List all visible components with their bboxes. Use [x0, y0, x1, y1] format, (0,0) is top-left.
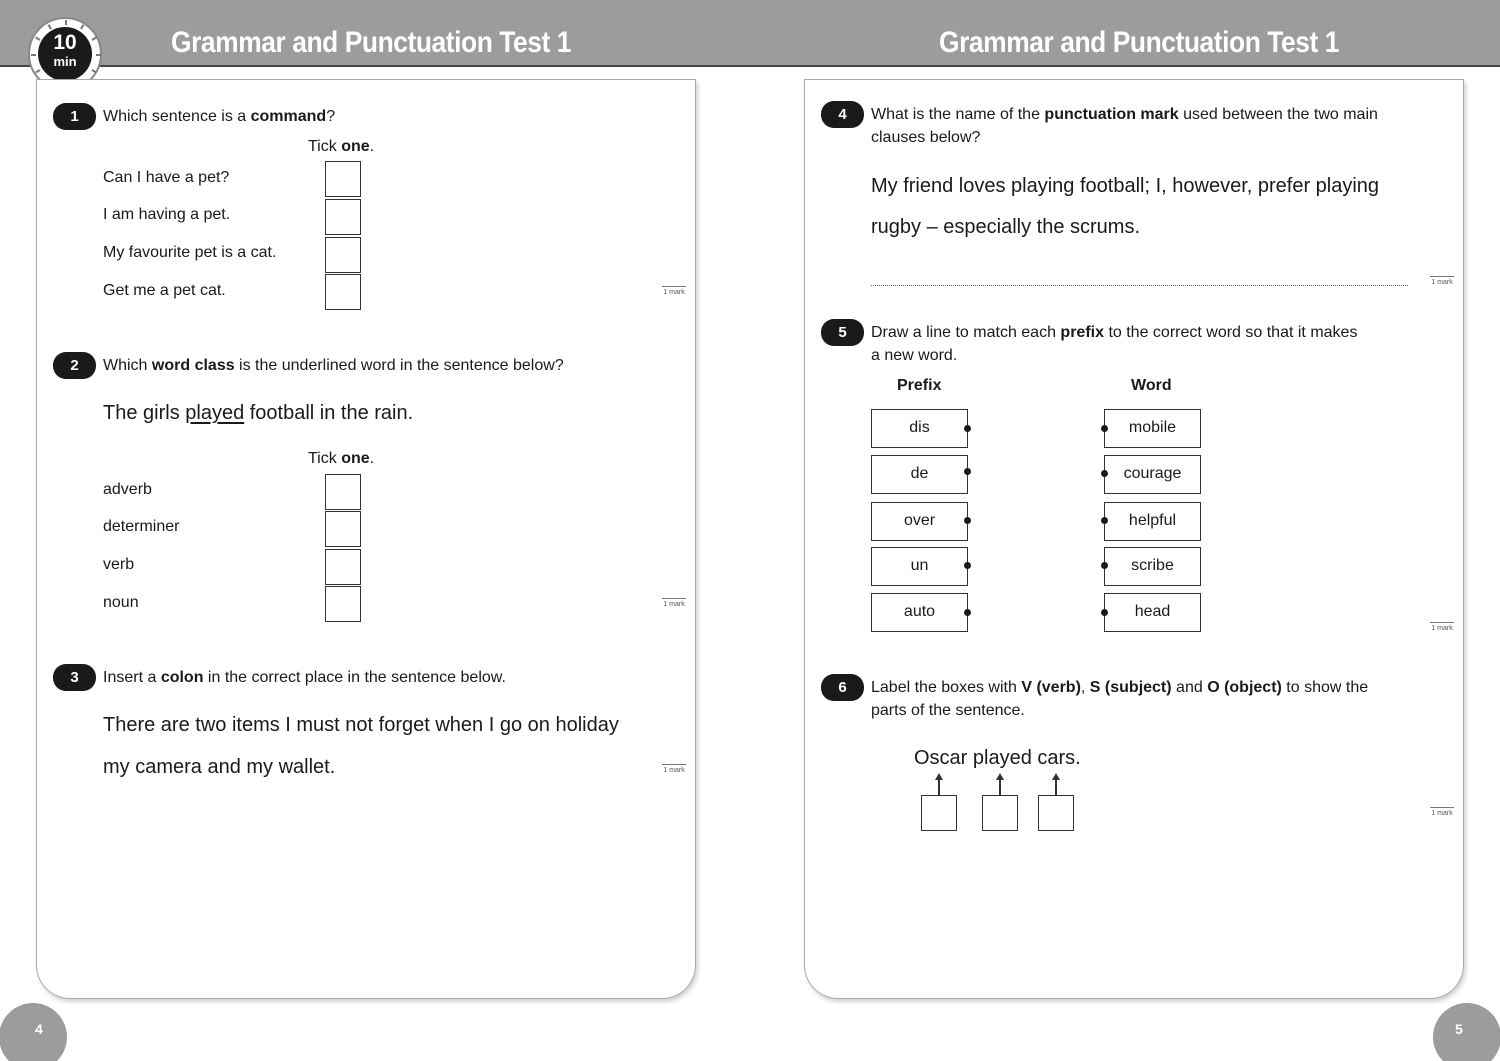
- prefix-box: over: [871, 502, 968, 541]
- page-title-right: Grammar and Punctuation Test 1: [939, 26, 1340, 59]
- question-2-tick-instruction: Tick one.: [308, 450, 375, 467]
- question-2-option-label: determiner: [103, 518, 180, 535]
- prefix-column-heading: Prefix: [897, 377, 942, 394]
- question-1-checkbox[interactable]: [325, 274, 361, 310]
- question-2-sentence: The girls played football in the rain.: [103, 402, 414, 424]
- question-5-number: 5: [821, 319, 864, 346]
- question-2-mark: 1 mark: [662, 598, 686, 608]
- question-5-prompt: Draw a line to match each prefix to the correct word so that it makes: [871, 324, 1358, 341]
- question-1-option-label: My favourite pet is a cat.: [103, 244, 277, 261]
- word-connector-dot[interactable]: [1101, 562, 1108, 569]
- prefix-connector-dot[interactable]: [964, 562, 971, 569]
- question-1-option-label: Get me a pet cat.: [103, 282, 226, 299]
- label-box-object[interactable]: [1038, 795, 1074, 831]
- question-2-checkbox[interactable]: [325, 549, 361, 585]
- question-3-sentence-line-2[interactable]: my camera and my wallet.: [103, 756, 336, 778]
- question-1-tick-instruction: Tick one.: [308, 138, 375, 155]
- question-3-sentence-line-1[interactable]: There are two items I must not forget when I go on holiday: [103, 714, 619, 736]
- word-box: courage: [1104, 455, 1201, 494]
- question-3-number: 3: [53, 664, 96, 691]
- question-1-checkbox[interactable]: [325, 161, 361, 197]
- question-3-mark: 1 mark: [662, 764, 686, 774]
- question-1-checkbox[interactable]: [325, 199, 361, 235]
- label-box-verb[interactable]: [982, 795, 1018, 831]
- question-1-checkbox[interactable]: [325, 237, 361, 273]
- word-box: head: [1104, 593, 1201, 632]
- timer-unit: min: [53, 54, 77, 69]
- page-number-right: 5: [1433, 1003, 1500, 1061]
- question-5-mark: 1 mark: [1430, 622, 1454, 632]
- arrow-stem: [999, 779, 1001, 795]
- question-4-prompt: What is the name of the punctuation mark used between the two main: [871, 106, 1378, 123]
- question-5-prompt-line-2: a new word.: [871, 347, 958, 364]
- question-4-prompt-line-2: clauses below?: [871, 129, 981, 146]
- page-number-left: 4: [0, 1003, 67, 1061]
- prefix-connector-dot[interactable]: [964, 609, 971, 616]
- question-6-sentence: Oscar played cars.: [914, 747, 1081, 769]
- underlined-word: played: [185, 402, 245, 424]
- question-1-option-label: Can I have a pet?: [103, 169, 230, 186]
- prefix-box: dis: [871, 409, 968, 448]
- prefix-box: auto: [871, 593, 968, 632]
- question-1-number: 1: [53, 103, 96, 130]
- word-connector-dot[interactable]: [1101, 517, 1108, 524]
- question-6-prompt-line-2: parts of the sentence.: [871, 702, 1025, 719]
- word-box: scribe: [1104, 547, 1201, 586]
- prefix-connector-dot[interactable]: [964, 425, 971, 432]
- question-4-sentence-line-2: rugby – especially the scrums.: [871, 216, 1141, 238]
- label-box-subject[interactable]: [921, 795, 957, 831]
- question-2-prompt: Which word class is the underlined word in the sentence below?: [103, 357, 564, 374]
- question-4-sentence-line-1: My friend loves playing football; I, however, prefer playing: [871, 175, 1380, 197]
- page-title-left: Grammar and Punctuation Test 1: [171, 26, 572, 59]
- question-6-mark: 1 mark: [1430, 807, 1454, 817]
- question-2-option-label: noun: [103, 594, 139, 611]
- question-2-number: 2: [53, 352, 96, 379]
- question-6-prompt: Label the boxes with V (verb), S (subject) and O (object) to show the: [871, 679, 1369, 696]
- question-4-number: 4: [821, 101, 864, 128]
- question-2-option-label: adverb: [103, 481, 152, 498]
- question-1-option-label: I am having a pet.: [103, 206, 231, 223]
- prefix-box: de: [871, 455, 968, 494]
- question-2-option-label: verb: [103, 556, 135, 573]
- question-2-checkbox[interactable]: [325, 474, 361, 510]
- word-connector-dot[interactable]: [1101, 609, 1108, 616]
- question-2-checkbox[interactable]: [325, 586, 361, 622]
- word-connector-dot[interactable]: [1101, 470, 1108, 477]
- prefix-connector-dot[interactable]: [964, 468, 971, 475]
- question-4-answer-line[interactable]: [871, 285, 1408, 286]
- prefix-box: un: [871, 547, 968, 586]
- question-6-number: 6: [821, 674, 864, 701]
- question-3-prompt: Insert a colon in the correct place in the sentence below.: [103, 669, 506, 686]
- arrow-stem: [1055, 779, 1057, 795]
- word-box: helpful: [1104, 502, 1201, 541]
- word-box: mobile: [1104, 409, 1201, 448]
- arrow-stem: [938, 779, 940, 795]
- question-2-checkbox[interactable]: [325, 511, 361, 547]
- word-connector-dot[interactable]: [1101, 425, 1108, 432]
- word-column-heading: Word: [1131, 377, 1172, 394]
- prefix-connector-dot[interactable]: [964, 517, 971, 524]
- question-1-mark: 1 mark: [662, 286, 686, 296]
- question-4-mark: 1 mark: [1430, 276, 1454, 286]
- timer-number: 10: [53, 31, 77, 54]
- question-1-prompt: Which sentence is a command?: [103, 108, 336, 125]
